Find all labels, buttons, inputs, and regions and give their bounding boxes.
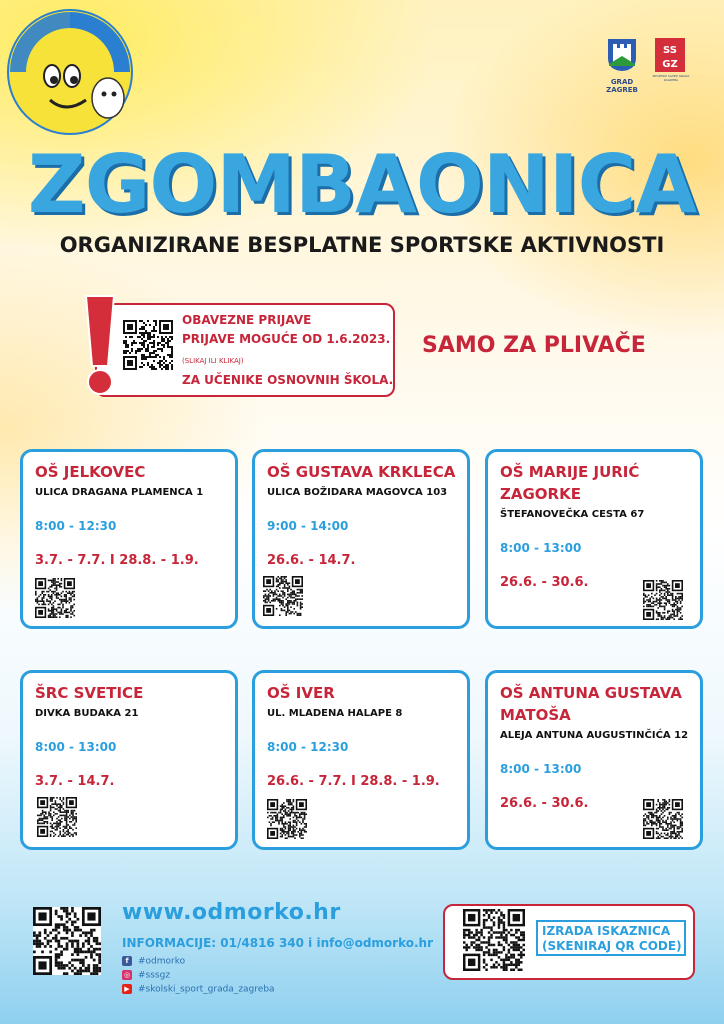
social-instagram[interactable] (122, 970, 170, 981)
location-address: DIVKA BUDAKA 21 (35, 708, 139, 719)
social-youtube[interactable] (122, 984, 275, 995)
location-dates: 26.6. - 7.7. I 28.8. - 1.9. (267, 774, 440, 789)
contact-info: INFORMACIJE: 01/4816 340 i info@odmorko.hr (122, 936, 434, 950)
location-name: ŠRC SVETICE (35, 684, 144, 702)
sssgz-label: SPORTSKI SAVEZ GRADA ZAGREBA (652, 74, 690, 82)
sponsor-logos (603, 22, 719, 112)
location-time: 8:00 - 12:30 (35, 519, 117, 533)
location-dates: 26.6. - 14.7. (267, 553, 356, 568)
city-label: GRAD ZAGREB (606, 78, 638, 94)
youtube-icon: ▶ (122, 984, 132, 994)
registration-qr-code[interactable] (123, 320, 173, 370)
swimmers-only-label: SAMO ZA PLIVAČE (422, 333, 646, 358)
zagreb-crest-icon (607, 38, 637, 72)
notice-line-4: ZA UČENIKE OSNOVNIH ŠKOLA. (182, 373, 394, 387)
id-card-qr-code[interactable] (463, 909, 525, 971)
location-qr-code[interactable] (263, 576, 303, 616)
zgombaonica-logo (6, 8, 134, 136)
location-name: OŠ JELKOVEC (35, 463, 146, 481)
social-handle: #sssgz (138, 970, 171, 981)
location-address: ALEJA ANTUNA AUGUSTINČIĆA 12 (500, 730, 689, 741)
location-name: OŠ ANTUNA GUSTAVA MATOŠA (500, 684, 682, 724)
location-card (485, 670, 703, 850)
exclamation-icon (82, 294, 118, 398)
location-card (485, 449, 703, 629)
location-address: ULICA DRAGANA PLAMENCA 1 (35, 487, 204, 498)
location-time: 8:00 - 12:30 (267, 740, 349, 754)
location-dates: 3.7. - 7.7. I 28.8. - 1.9. (35, 553, 199, 568)
notice-line-2: PRIJAVE MOGUĆE OD 1.6.2023. (182, 332, 391, 346)
location-name: OŠ IVER (267, 684, 335, 702)
location-qr-code[interactable] (643, 580, 683, 620)
page-subtitle: ORGANIZIRANE BESPLATNE SPORTSKE AKTIVNOSTI (59, 233, 665, 257)
location-time: 8:00 - 13:00 (500, 541, 582, 555)
page-title: ZGOMBAONICA (27, 138, 697, 231)
notice-line-3: (SLIKAJ ILI KLIKAJ) (182, 357, 244, 365)
location-address: ULICA BOŽIDARA MAGOVCA 103 (267, 487, 448, 498)
location-card (20, 449, 238, 629)
location-qr-code[interactable] (267, 799, 307, 839)
location-card (252, 449, 470, 629)
location-dates: 26.6. - 30.6. (500, 796, 589, 811)
location-card (20, 670, 238, 850)
website-link[interactable]: www.odmorko.hr (122, 900, 341, 925)
notice-line-1: OBAVEZNE PRIJAVE (182, 313, 312, 327)
location-dates: 26.6. - 30.6. (500, 575, 589, 590)
location-address: ŠTEFANOVEČKA CESTA 67 (500, 509, 645, 520)
instagram-icon: ◎ (123, 971, 131, 979)
location-time: 9:00 - 14:00 (267, 519, 349, 533)
social-handle: #skolski_sport_grada_zagreba (138, 984, 275, 995)
location-qr-code[interactable] (35, 578, 75, 618)
svg-text:SS: SS (663, 45, 677, 56)
location-address: UL. MLADENA HALAPE 8 (267, 708, 403, 719)
social-handle: #odmorko (138, 956, 186, 967)
location-dates: 3.7. - 14.7. (35, 774, 115, 789)
svg-text:GZ: GZ (662, 59, 678, 70)
location-time: 8:00 - 13:00 (35, 740, 117, 754)
id-card-label: IZRADA ISKAZNICA (SKENIRAJ QR CODE) (536, 920, 686, 956)
location-card (252, 670, 470, 850)
location-time: 8:00 - 13:00 (500, 762, 582, 776)
location-qr-code[interactable] (643, 799, 683, 839)
location-name: OŠ GUSTAVA KRKLECA (267, 463, 456, 481)
location-qr-code[interactable] (37, 797, 77, 837)
website-qr-code[interactable] (33, 907, 101, 975)
sssgz-logo-icon (655, 38, 685, 72)
social-facebook[interactable] (122, 956, 185, 967)
location-name: OŠ MARIJE JURIĆ ZAGORKE (500, 463, 640, 503)
facebook-icon: f (122, 956, 132, 966)
